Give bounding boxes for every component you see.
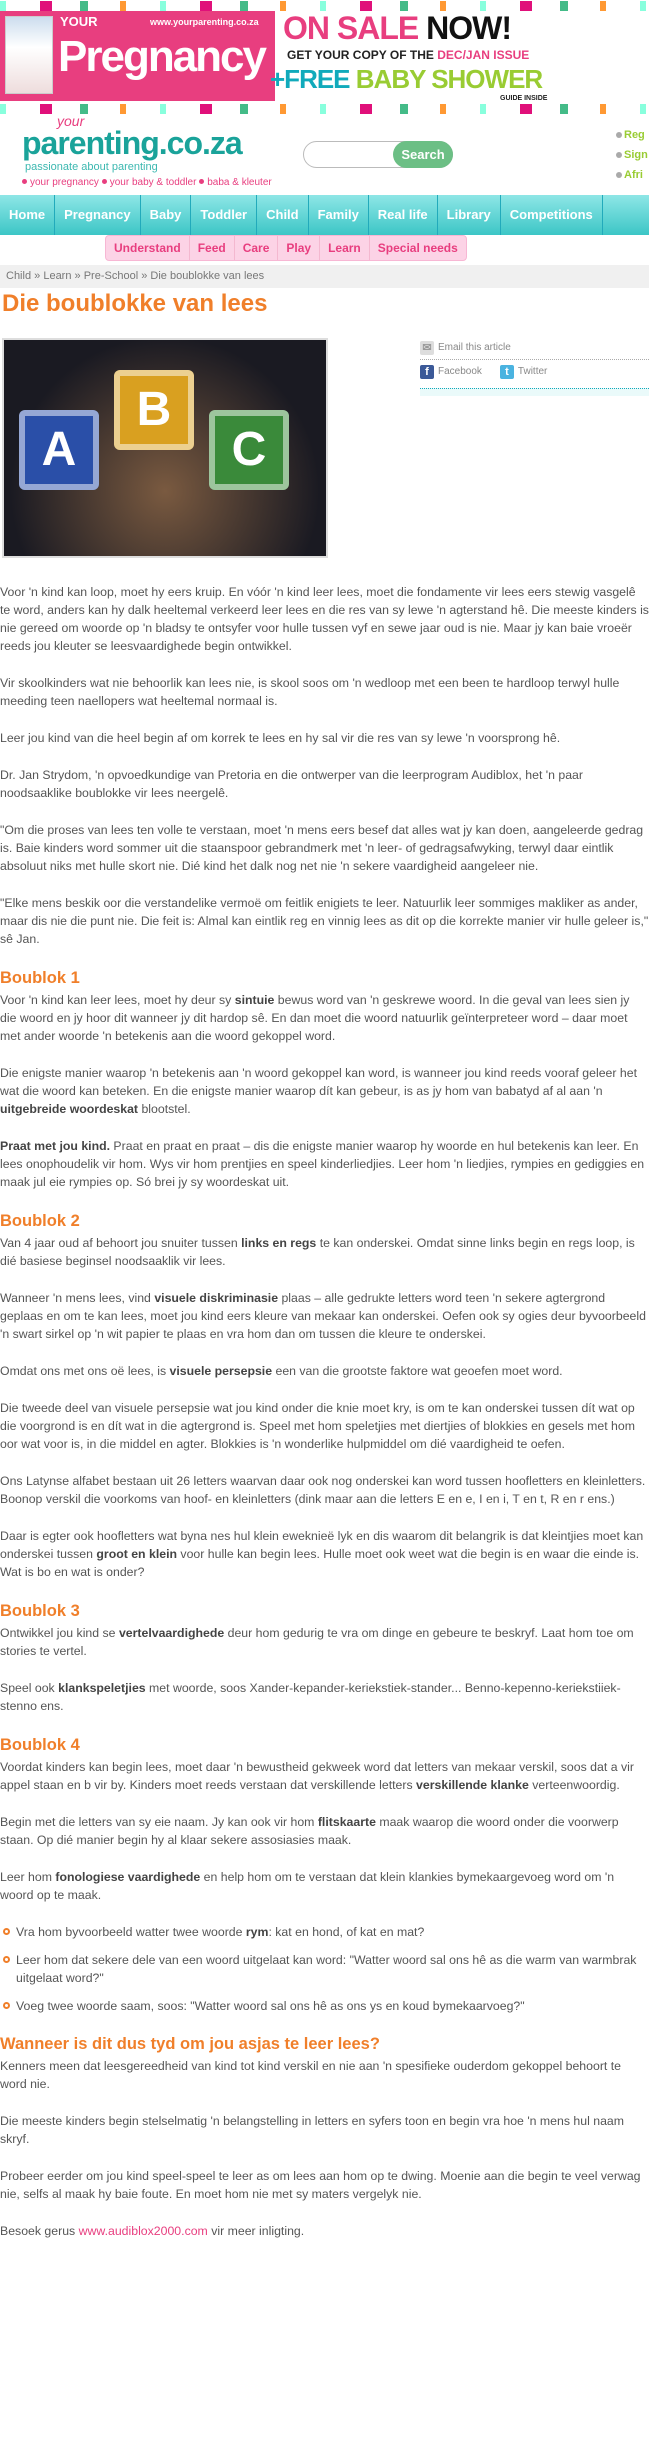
audiblox-link[interactable]: www.audiblox2000.com [78, 2224, 208, 2238]
email-label: Email this article [438, 341, 511, 353]
magazine-banner-ad[interactable] [0, 0, 649, 115]
bullet-icon [102, 179, 107, 184]
logo-your[interactable]: your [57, 113, 85, 129]
bold-text: rym [245, 1925, 269, 1939]
breadcrumb-child[interactable]: Child [6, 270, 32, 282]
logo-tagline: passionate about parenting [25, 161, 158, 173]
share-box [420, 336, 649, 396]
sub-nav [105, 235, 467, 261]
bold-text: vertelvaardighede [118, 1626, 225, 1640]
paragraph [0, 1813, 649, 1849]
text: vir meer inligting. [207, 2224, 305, 2238]
bullet-circle-icon [3, 1928, 10, 1935]
text: Voor 'n kind kan leer lees, moet hy deur sy [0, 993, 235, 1007]
link-your-pregnancy[interactable]: your pregnancy [30, 177, 99, 188]
breadcrumb [0, 265, 649, 288]
text: Besoek gerus [0, 2224, 79, 2238]
paragraph [0, 2222, 649, 2240]
text: Van 4 jaar oud af behoort jou snuiter tussen [0, 1236, 242, 1250]
text: Leer hom [0, 1870, 56, 1884]
breadcrumb-sep: » [74, 270, 81, 282]
paragraph [0, 1758, 649, 1794]
paragraph: Kenners meen dat leesgereedheid van kind tot kind verskil en nie aan 'n spesifieke ouderdom gekoppel behoort te word nie. [0, 2059, 622, 2091]
bullet-icon [22, 179, 27, 184]
text: verteenwoordig. [528, 1778, 620, 1792]
paragraph: Die tweede deel van visuele persepsie wat jou kind onder die knie moet kry, is om te kan onderskei tussen dít wat op die voorgrond is en dít wat in die agtergrond is. Speel met hom speletjies met diertjies of blokkies en gesels met hom oor wat voor is, in die middel en agter. Blokkies is 'n wonderlike hulpmiddel om dié vaardigheid te oefen. [0, 1401, 635, 1451]
section-heading: Boublok 1 [0, 969, 80, 987]
text: te kan onderskei. Omdat sinne links begin en regs loop, is dié basiese beginsel noodsaaklik vir lees. [0, 1236, 635, 1268]
account-link-register[interactable] [616, 125, 648, 145]
breadcrumb-sep: » [34, 270, 41, 282]
paragraph: "Elke mens beskik oor die verstandelike vermoë om feitlik enigiets te leer. Natuurlik leer sommiges makliker as ander, maar dis nie die punt nie. Die feit is: Almal kan eintlik reg en vinnig lees as dit op die korrekte manier vir hulle geleer is," sê Jan. [0, 896, 649, 946]
subnav-care[interactable]: Care [235, 236, 279, 260]
subnav-understand[interactable]: Understand [106, 236, 190, 260]
text: Ontwikkel jou kind se [0, 1626, 119, 1640]
subnav-play[interactable]: Play [278, 236, 320, 260]
ad-copy [287, 48, 529, 63]
bold-text: visuele diskriminasie [154, 1291, 279, 1305]
subnav-special-needs[interactable]: Special needs [377, 241, 458, 255]
text: Vra hom byvoorbeeld watter twee woorde [16, 1925, 246, 1939]
breadcrumb-learn: Learn [43, 270, 72, 282]
account-links [616, 125, 648, 185]
text: Voordat kinders kan begin lees, moet daar 'n bewustheid gekweek word dat letters van mekaar verskil, soos dat a vir appel staan en b vir by. Kinders moet reeds verstaan dat verskillende letters [0, 1760, 634, 1792]
text: Wanneer 'n mens lees, vind [0, 1291, 155, 1305]
bold-text: klankspeletjies [58, 1681, 146, 1695]
subnav-feed[interactable]: Feed [190, 236, 235, 260]
paragraph: "Om die proses van lees ten volle te verstaan, moet 'n mens eers besef dat alles wat jy kan doen, aangeleerde gedrag is. Baie kinders word sommer uit die staanspoor gebrandmerk met 'n leer- of gedragsafwyking, terwyl daar eintlik absoluut niks met hulle skort nie. Dié kind het dalk nog net nie 'n sekere vaardigheid aangeleer nie. [0, 823, 644, 873]
link-baba-kleuter[interactable]: baba & kleuter [207, 177, 272, 188]
divider [420, 388, 649, 396]
block-letter: A [19, 410, 99, 490]
site-logo[interactable]: parenting.co.za [22, 125, 242, 161]
text: een van die grootste faktore wat geoefen moet word. [272, 1364, 563, 1378]
bullet-icon [616, 132, 622, 138]
breadcrumb-sep: » [141, 270, 148, 282]
nav-baby[interactable]: Baby [141, 195, 192, 235]
section-heading: Boublok 3 [0, 1602, 80, 1620]
ad-url: www.yourparenting.co.za [150, 17, 259, 27]
bold-text: Praat met jou kind. [0, 1139, 111, 1153]
twitter-icon: t [500, 365, 514, 379]
text: Begin met die letters van sy eie naam. Jy kan ook vir hom [0, 1815, 318, 1829]
text: en help hom om te verstaan dat klein klankies bymekaargevoeg word om 'n woord op te maak. [0, 1870, 615, 1902]
paragraph [0, 1362, 649, 1380]
ad-pregnancy: Pregnancy [58, 32, 265, 81]
nav-home[interactable]: Home [0, 195, 55, 235]
text: deur hom gedurig te vra om dinge en gebeure te beskryf. Laat hom toe om stories te vertel. [0, 1626, 634, 1658]
bold-text: visuele persepsie [169, 1364, 273, 1378]
account-link-label: Reg [624, 129, 645, 141]
paragraph: Dr. Jan Strydom, 'n opvoedkundige van Pretoria en die ontwerper van die leerprogram Audiblox, het 'n paar noodsaaklike boublokke vir lees neergelê. [0, 768, 583, 800]
main-nav [0, 195, 649, 235]
nav-family[interactable]: Family [309, 195, 369, 235]
text: voor hulle kan begin lees. Hulle moet ook weet wat die begin is en waar die einde is. Wat is bo en wat is onder? [0, 1547, 640, 1579]
bold-text: sintuie [234, 993, 275, 1007]
section-heading: Wanneer is dit dus tyd om jou asjas te leer lees? [0, 2035, 380, 2053]
bold-text: fonologiese vaardighede [55, 1870, 201, 1884]
bullet-list [0, 1923, 649, 2015]
account-link-label: Sign [624, 149, 648, 161]
nav-library[interactable]: Library [438, 195, 501, 235]
search-button[interactable]: Search [393, 141, 453, 168]
facebook-icon: f [420, 365, 434, 379]
ad-your: YOUR [60, 14, 98, 29]
text: maak waarop die woord onder die voorwerp staan. Op dié manier begin hy al klaar sekere assosiasies maak. [0, 1815, 619, 1847]
sister-sites [22, 176, 272, 190]
paragraph: Leer jou kind van die heel begin af om korrek te lees en hy sal vir die res van sy lewe 'n voorsprong hê. [0, 731, 561, 745]
list-item [0, 1951, 649, 1987]
paragraph [0, 1137, 649, 1191]
page-title: Die boublokke van lees [2, 290, 268, 317]
bullet-icon [616, 172, 622, 178]
breadcrumb-preschool[interactable]: Pre-School [83, 270, 139, 282]
bold-text: flitskaarte [317, 1815, 376, 1829]
list-item [0, 1923, 649, 1941]
bullet-icon [199, 179, 204, 184]
section-heading: Boublok 2 [0, 1212, 80, 1230]
bold-text: uitgebreide woordeskat [0, 1102, 139, 1116]
bullet-circle-icon [3, 2002, 10, 2009]
magazine-cover-image [5, 16, 53, 94]
list-item [0, 1997, 649, 2015]
account-link-label: Afri [624, 169, 643, 181]
bullet-icon [616, 152, 622, 158]
bold-text: groot en klein [96, 1547, 178, 1561]
ad-on-sale [283, 10, 511, 46]
ad-guide: GUIDE INSIDE [500, 95, 548, 102]
paragraph: Ons Latynse alfabet bestaan uit 26 letters waarvan daar ook nog onderskei kan word tussen hoofletters en kleinletters. Boonop verskil die voorkoms van hoof- en kleinletters (dink maar aan die letters E en e, I en i, T en t, R en r ens.) [0, 1474, 646, 1506]
nav-competitions[interactable]: Competitions [501, 195, 603, 235]
block-letter: B [114, 370, 194, 450]
section-heading: Boublok 4 [0, 1736, 80, 1754]
ad-free [270, 64, 542, 94]
paragraph: Voor 'n kind kan loop, moet hy eers kruip. En vóór 'n kind leer lees, moet die fondamente vir lees eers stewig vasgelê te word, anders kan hy dalk heeltemal verkeerd leer lees en die res van sy lewe 'n agterstand hê. Die meeste kinders is nie gereed om woorde op 'n bladsy te ontsyfer voor hulle tussen vyf en sewe jaar oud is nie. Maar jy kan baie vroeër reeds jou kleuter se leesvaardighede begin ontwikkel. [0, 585, 649, 653]
bold-text: links en regs [241, 1236, 317, 1250]
ad-free-text: +FREE [270, 64, 350, 94]
nav-child[interactable]: Child [257, 195, 309, 235]
nav-pregnancy[interactable]: Pregnancy [55, 195, 140, 235]
paragraph [0, 1234, 649, 1270]
paragraph [0, 991, 649, 1045]
link-your-baby-toddler[interactable]: your baby & toddler [109, 177, 197, 188]
block-letter: C [209, 410, 289, 490]
ad-issue: DEC/JAN ISSUE [437, 48, 530, 62]
paragraph: Probeer eerder om jou kind speel-speel te leer as om lees aan hom op te dwing. Moenie aan die begin te veel verwag nie, selfs al maak hy baie foute. En moet hom nie met sy maters vergelyk nie. [0, 2169, 641, 2201]
paragraph [0, 1679, 649, 1715]
account-link-afrikaans[interactable] [616, 165, 648, 185]
text: Speel ook [0, 1681, 59, 1695]
pregnancy-ad-box [0, 11, 275, 101]
article-image-abc-blocks [2, 338, 328, 558]
text: Leer hom dat sekere dele van een woord uitgelaat kan word: "Watter woord sal ons hê as die warm van warmbrak uitgelaat word?" [16, 1953, 637, 1985]
text: Daar is egter ook hoofletters wat byna nes hul klein eweknieë lyk en dis waarom dit belangrik is dat kleintjies moet kan onderskei tussen [0, 1529, 644, 1561]
text: : kat en hond, of kat en mat? [268, 1925, 425, 1939]
facebook-link[interactable]: Facebook [438, 366, 482, 377]
twitter-link[interactable]: Twitter [517, 366, 548, 377]
account-link-sign-in[interactable] [616, 145, 648, 165]
paragraph [0, 1064, 649, 1118]
ad-on-sale-text: ON SALE [283, 10, 419, 46]
email-article-link[interactable] [420, 336, 649, 360]
text: blootstel. [138, 1102, 191, 1116]
article-body [0, 583, 649, 2259]
text: plaas – alle gedrukte letters word teen 'n sekere agtergrond geplaas en om te kan lees, moet jou kind eers kleure van mekaar kan onderskei. Oefen ook sy ogies deur byvoorbeeld 'n swart sirkel op 'n wit papier te plaas en vra hom dan om tussen die kleure te onderskei. [0, 1291, 646, 1341]
envelope-icon: ✉ [420, 341, 434, 355]
text: bewus word van 'n geskrewe woord. In die geval van lees sien jy die woord en jy hoor dit wanneer jy dit hardop sê. En dan moet die woord natuurlik geïnterpreteer word – daar moet met ander woorde 'n betekenis aan die woord gekoppel word. [0, 993, 630, 1043]
bold-text: verskillende klanke [416, 1778, 529, 1792]
bullet-circle-icon [3, 1956, 10, 1963]
breadcrumb-current: Die boublokke van lees [150, 270, 265, 282]
ad-now: NOW! [426, 10, 511, 46]
paragraph: Vir skoolkinders wat nie behoorlik kan lees nie, is skool soos om 'n wedloop met een been te hardloop terwyl hulle meeding teen naellopers wat heeltemal normaal is. [0, 676, 620, 708]
text: Die enigste manier waarop 'n betekenis aan 'n woord gekoppel kan word, is wanneer jou kind reeds vooraf geleer het wat die woord kan beteken. En die enigste manier waarop dít kan gebeur, is as jy hom van babatyd af al aan 'n [0, 1066, 638, 1098]
text: Omdat ons met ons oë lees, is [0, 1364, 170, 1378]
paragraph [0, 1868, 649, 1904]
paragraph [0, 1289, 649, 1343]
text: met woorde, soos Xander-kepander-keriekstiek-stander... Benno-kepenno-keriekstiiek-stenno ens. [0, 1681, 621, 1713]
paragraph: Die meeste kinders begin stelselmatig 'n belangstelling in letters en syfers toon en begin vra hoe 'n mens hul naam skryf. [0, 2114, 624, 2146]
text: Voeg twee woorde saam, soos: "Watter woord sal ons hê as ons ys en koud bymekaarvoeg?" [16, 1999, 525, 2013]
ad-baby-shower: BABY SHOWER [355, 64, 543, 94]
paragraph [0, 1624, 649, 1660]
decorative-stripes [0, 104, 649, 114]
ad-copy-text: GET YOUR COPY OF THE [287, 48, 434, 62]
text: Praat en praat en praat – dis die enigste manier waarop hy woorde en hul betekenis kan leer. En lees onophoudelik vir hom. Wys vir hom prentjies en speel kinderliedjies. Leer hom 'n liedjies, rympies en gediggies en maak jul eie rympies op. Só brei jy sy woordeskat uit. [0, 1139, 645, 1189]
paragraph [0, 1527, 649, 1581]
nav-toddler[interactable]: Toddler [191, 195, 257, 235]
subnav-learn[interactable]: Learn [320, 236, 370, 260]
nav-real-life[interactable]: Real life [369, 195, 438, 235]
